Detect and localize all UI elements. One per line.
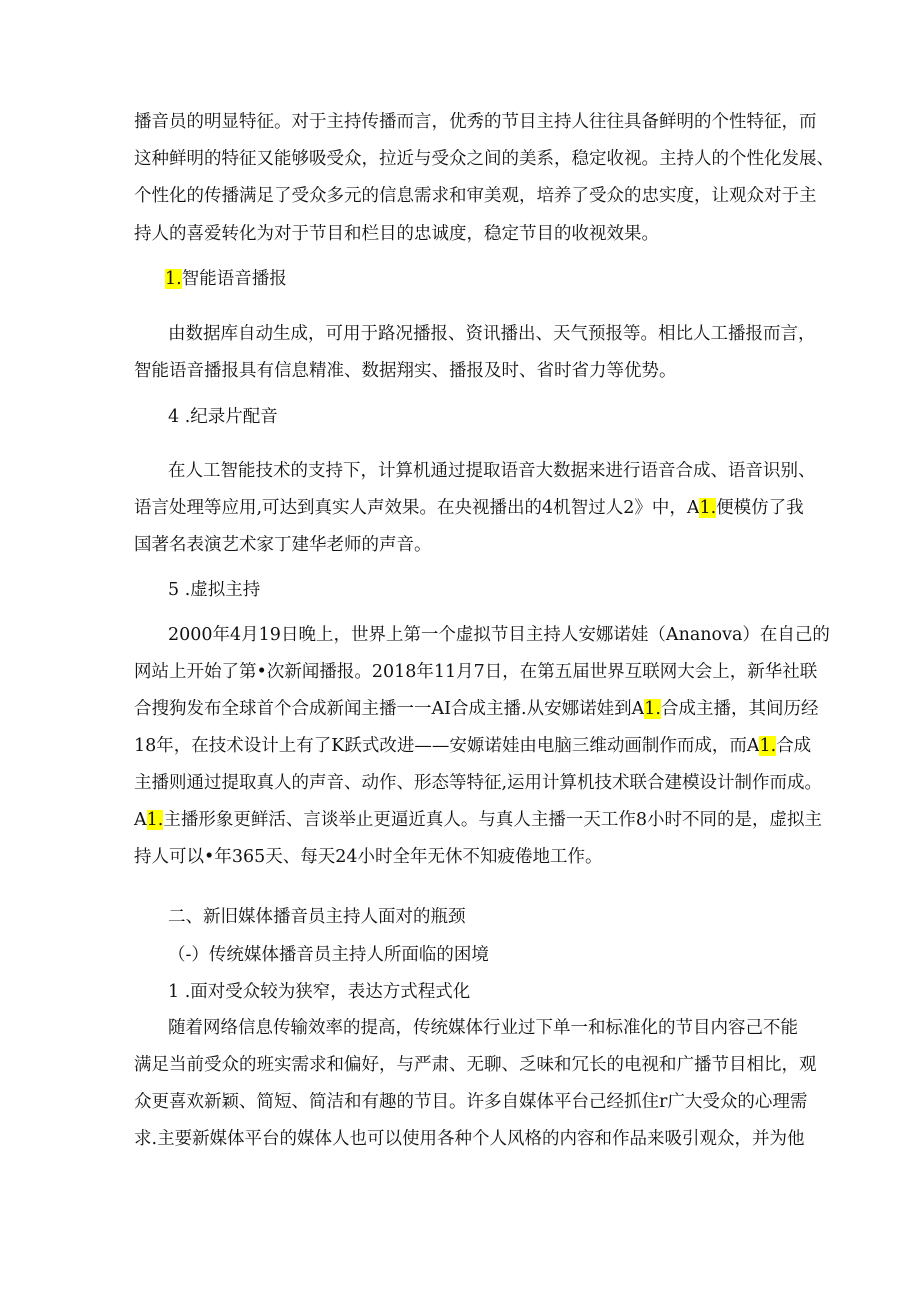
highlighted-text: 1. xyxy=(165,269,182,289)
paragraph-line: 合搜狗发布全球首个合成新闻主播一一AI合成主播.从安娜诺娃到A1.合成主播，其间历经 xyxy=(134,699,819,719)
section-heading: 1.智能语音播报 xyxy=(165,269,287,289)
paragraph-line: 众更喜欢新颖、简短、简洁和有趣的节目。许多自媒体平台己经抓住r广大受众的心理需 xyxy=(134,1092,808,1112)
paragraph-line: 这种鲜明的特征又能够吸受众，拉近与受众之间的美系，稳定收视。主持人的个性化发展、 xyxy=(134,149,834,169)
paragraph-line: 个性化的传播满足了受众多元的信息需求和审美观，培养了受众的忠实度，让观众对于主 xyxy=(134,186,817,206)
paragraph-line: 在人工智能技术的支持下，计算机通过提取语音大数据来进行语音合成、语音识别、 xyxy=(168,461,816,481)
paragraph-line: 播音员的明显特征。对于主持传播而言，优秀的节目主持人往往具备鲜明的个性特征，而 xyxy=(134,112,817,132)
paragraph-line: 网站上开始了第•次新闻播报。2018年11月7日，在第五届世界互联网大会上，新华社联 xyxy=(134,662,818,682)
paragraph-line: 由数据库自动生成，可用于路况播报、资讯播出、天气预报等。相比人工播报而言， xyxy=(168,324,816,344)
paragraph-line: 求.主要新媒体平台的媒体人也可以使用各种个人风格的内容和作品来吸引观众，并为他 xyxy=(134,1129,805,1149)
paragraph-line: 国著名表演艺术家丁建华老师的声音。 xyxy=(134,535,432,555)
subsection-heading: （-）传统媒体播音员主持人所面临的困境 xyxy=(168,945,489,965)
section-heading: 5 .虚拟主持 xyxy=(168,580,261,600)
section-heading: 1 .面对受众较为狭窄，表达方式程式化 xyxy=(168,982,471,1002)
paragraph-line: 持人的喜爱转化为对于节目和栏目的忠诚度，稳定节目的收视效果。 xyxy=(134,224,659,244)
highlighted-text: 1. xyxy=(699,498,717,518)
paragraph-line: 智能语音播报具有信息精准、数据翔实、播报及时、省时省力等优势。 xyxy=(134,361,677,381)
paragraph-line: 随着网络信息传输效率的提高，传统媒体行业过下单一和标准化的节目内容己不能 xyxy=(168,1018,798,1038)
highlighted-text: 1. xyxy=(644,699,661,719)
paragraph-line: A1.主播形象更鲜活、言谈举止更逼近真人。与真人主播一天工作8小时不同的是，虚拟主 xyxy=(134,810,822,830)
paragraph-line: 2000年4月19日晚上，世界上第一个虚拟节目主持人安娜诺娃（Ananova）在自己的 xyxy=(168,625,830,645)
paragraph-line: 满足当前受众的班实需求和偏好，与严肃、无聊、乏味和冗长的电视和广播节目相比，观 xyxy=(134,1055,817,1075)
paragraph-line: 持人可以•年365天、每天24小时全年无休不知疲倦地工作。 xyxy=(134,847,603,867)
highlighted-text: 1. xyxy=(146,810,164,830)
section-heading: 4 .纪录片配音 xyxy=(168,407,278,427)
highlighted-text: 1. xyxy=(759,736,777,756)
paragraph-line: 18年，在技术设计上有了K跃式改进——安嫄诺娃由电脑三维动画制作而成，而A1.合成 xyxy=(134,736,812,756)
paragraph-line: 语言处理等应用,可达到真实人声效果。在央视播出的4机智过人2》中，A1.便模仿了我 xyxy=(134,498,804,518)
chapter-heading: 二、新旧媒体播音员主持人面对的瓶颈 xyxy=(168,907,466,927)
paragraph-line: 主播则通过提取真人的声音、动作、形态等特征,运用计算机技术联合建模设计制作而成。 xyxy=(134,773,823,793)
